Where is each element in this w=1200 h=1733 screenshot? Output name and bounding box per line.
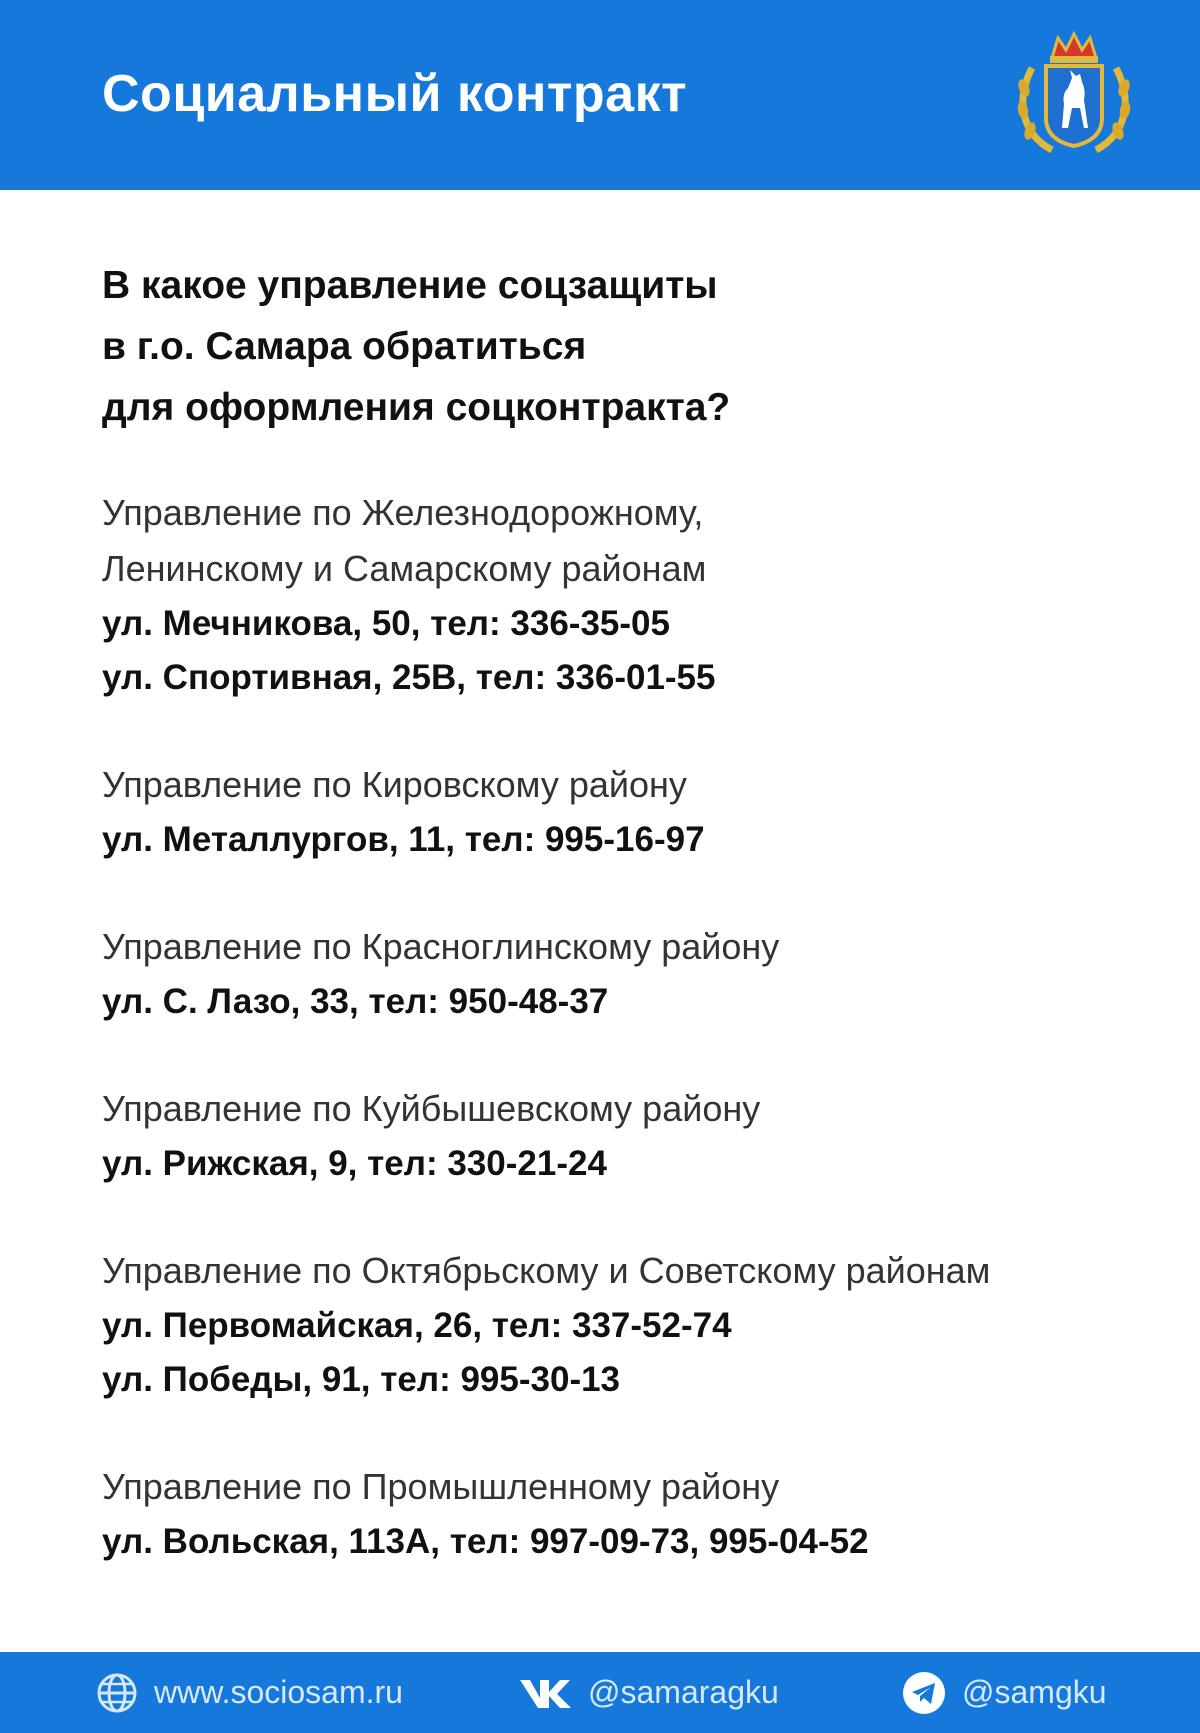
office-address: ул. Рижская, 9, тел: 330-21-24	[102, 1144, 607, 1183]
vk-icon	[518, 1676, 572, 1710]
office-name: Управление по Октябрьскому и Советскому районам	[102, 1250, 991, 1291]
header-banner	[0, 0, 1200, 190]
office-address: ул. С. Лазо, 33, тел: 950-48-37	[102, 982, 609, 1021]
office-address: ул. Спортивная, 25В, тел: 336-01-55	[102, 658, 716, 697]
globe-icon	[96, 1672, 138, 1714]
page-title: Социальный контракт	[102, 65, 688, 123]
office-list	[102, 485, 1162, 1621]
office-name: Управление по Кировскому району	[102, 764, 687, 805]
office-krasnoglinsky	[102, 919, 1162, 1029]
office-zheleznodorozhny	[102, 485, 1162, 705]
office-name: Управление по Куйбышевскому району	[102, 1088, 761, 1129]
question-line: в г.о. Самара обратиться	[102, 325, 587, 368]
vk-text: @samaragku	[588, 1674, 779, 1710]
telegram-icon	[902, 1671, 946, 1715]
vk-link[interactable]	[518, 1652, 779, 1733]
office-address: ул. Металлургов, 11, тел: 995-16-97	[102, 820, 705, 859]
telegram-link[interactable]	[902, 1652, 1107, 1733]
office-name: Управление по Красноглинскому району	[102, 926, 780, 967]
office-name: Ленинскому и Самарскому районам	[102, 548, 707, 589]
question-line: для оформления соцконтракта?	[102, 386, 731, 429]
office-kirovsky	[102, 757, 1162, 867]
office-address: ул. Мечникова, 50, тел: 336-35-05	[102, 604, 670, 643]
question-line: В какое управление соцзащиты	[102, 264, 718, 307]
question-heading	[102, 255, 1102, 438]
coat-of-arms-icon	[1012, 28, 1136, 158]
office-name: Управление по Железнодорожному,	[102, 492, 704, 533]
office-address: ул. Первомайская, 26, тел: 337-52-74	[102, 1306, 732, 1345]
footer-bar	[0, 1652, 1200, 1733]
website-link[interactable]	[96, 1652, 403, 1733]
office-address: ул. Победы, 91, тел: 995-30-13	[102, 1360, 621, 1399]
office-promyshlenny	[102, 1459, 1162, 1569]
website-text: www.sociosam.ru	[154, 1674, 403, 1710]
office-oktyabrsky	[102, 1243, 1162, 1407]
office-address: ул. Вольская, 113А, тел: 997-09-73, 995-04-52	[102, 1522, 869, 1561]
office-name: Управление по Промышленному району	[102, 1466, 780, 1507]
office-kuibyshevsky	[102, 1081, 1162, 1191]
telegram-text: @samgku	[962, 1674, 1107, 1710]
